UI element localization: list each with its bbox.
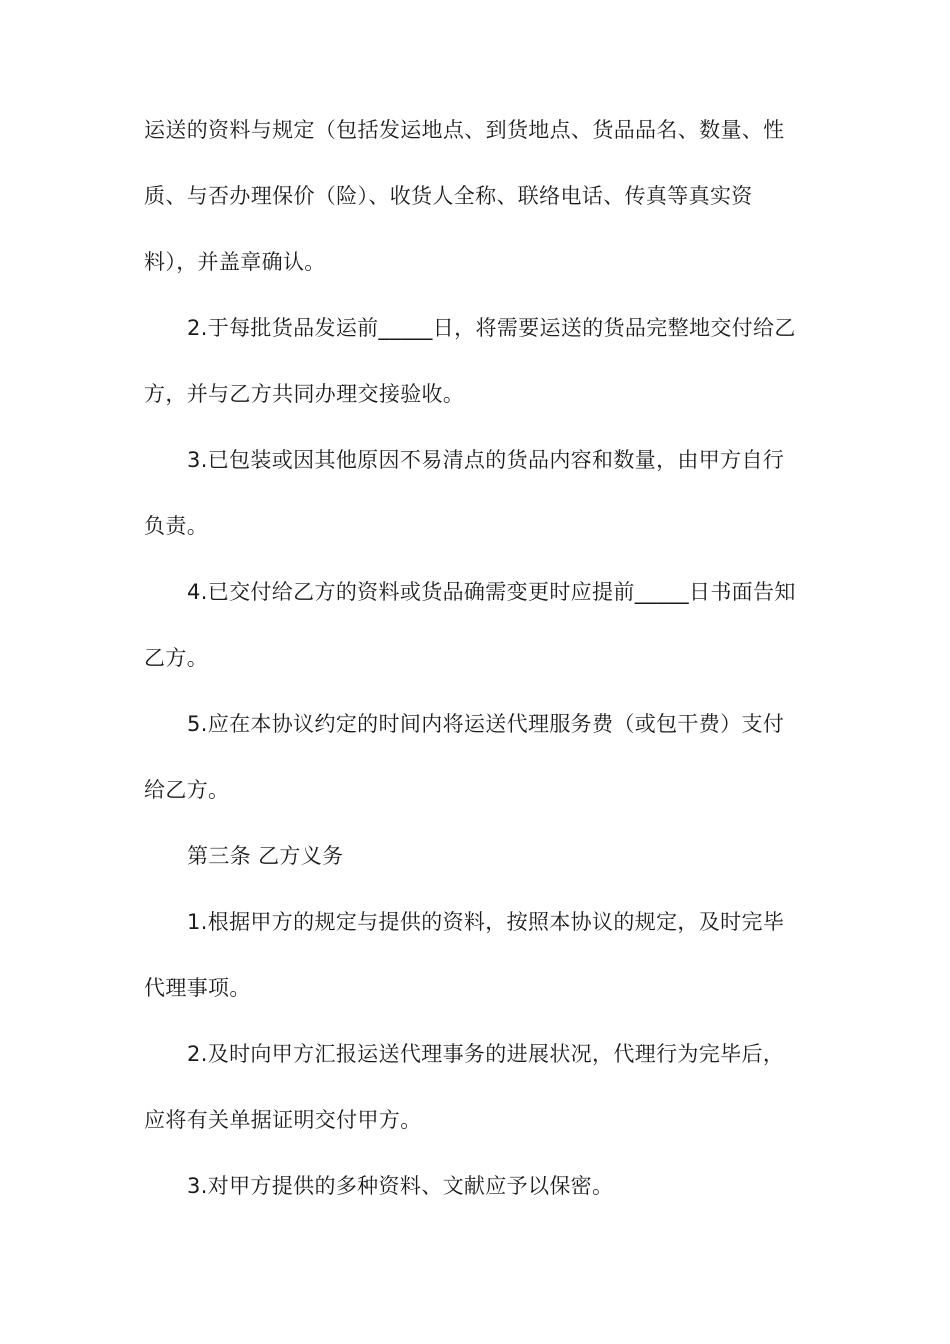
- text-line: 方，并与乙方共同办理交接验收。: [144, 382, 465, 406]
- text-line: 运送的资料与规定（包括发运地点、到货地点、货品品名、数量、性: [144, 118, 785, 142]
- text-line: 乙方。: [144, 646, 209, 670]
- clause-2-line: 2.于每批货品发运前_____日，将需要运送的货品完整地交付给乙: [187, 316, 796, 340]
- section-heading: 第三条 乙方义务: [187, 844, 344, 868]
- clause-2-line: 2.及时向甲方汇报运送代理事务的进展状况，代理行为完毕后，: [187, 1042, 785, 1066]
- text-line: 代理事项。: [144, 976, 251, 1000]
- text-line: 料），并盖章确认。: [144, 250, 326, 274]
- text-line: 给乙方。: [144, 778, 230, 802]
- text-line: 应将有关单据证明交付甲方。: [144, 1108, 422, 1132]
- clause-5-line: 5.应在本协议约定的时间内将运送代理服务费（或包干费）支付: [187, 712, 785, 736]
- clause-3-line: 3.对甲方提供的多种资料、文献应予以保密。: [187, 1174, 614, 1198]
- clause-3-line: 3.已包装或因其他原因不易清点的货品内容和数量，由甲方自行: [187, 448, 785, 472]
- text-line: 质、与否办理保价（险）、收货人全称、联络电话、传真等真实资: [144, 184, 753, 208]
- document-body: [144, 97, 808, 1219]
- clause-4-line: 4.已交付给乙方的资料或货品确需变更时应提前_____日书面告知: [187, 580, 796, 604]
- text-line: 负责。: [144, 514, 209, 538]
- clause-1-line: 1.根据甲方的规定与提供的资料，按照本协议的规定，及时完毕: [187, 910, 785, 934]
